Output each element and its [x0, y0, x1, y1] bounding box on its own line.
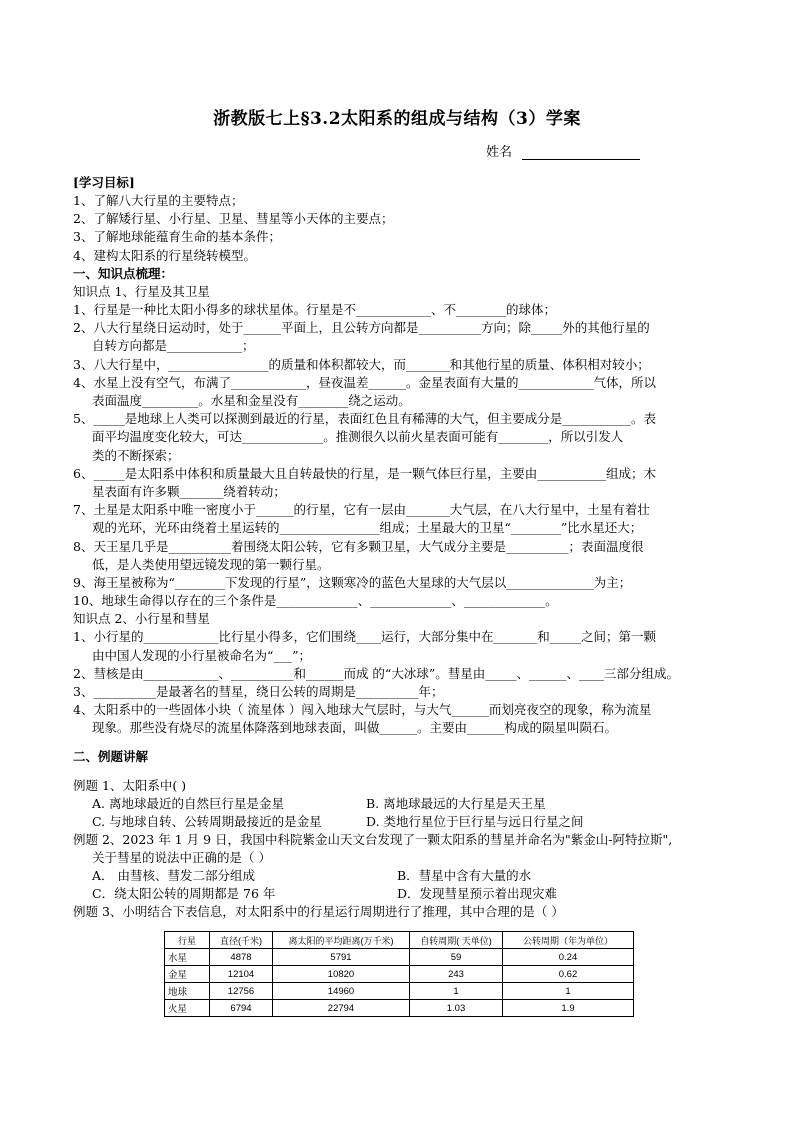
- text-line: 星表面有许多颗_______绕着转动；: [92, 484, 286, 499]
- text-line: 3、八大行星中，________________的质量和体积都较大，而_______和其他行星的质量、体积相对较小；: [73, 357, 650, 372]
- text-line: 6、_____是太阳系中体积和质量最大且自转最快的行星，是一颗气体巨行星，主要由___________组成；木: [73, 466, 656, 481]
- table-header: 自转周期( 天单位): [410, 932, 503, 949]
- table-cell: 1: [410, 983, 503, 1000]
- text-line: 2、八大行星绕日运动时，处于______平面上，且公转方向都是__________方向；除_____外的其他行星的: [73, 320, 650, 335]
- table-cell: 火星: [165, 1000, 210, 1017]
- text-line: B. 离地球最远的大行星是天王星: [366, 796, 546, 811]
- text-line: 例题 1、太阳系中( ): [73, 778, 187, 793]
- table-cell: 5791: [273, 949, 410, 966]
- table-cell: 59: [410, 949, 503, 966]
- text-line: 4、建构太阳系的行星绕转模型。: [73, 248, 256, 263]
- table-header-row: [165, 932, 634, 949]
- table-cell: 1.9: [503, 1000, 634, 1017]
- table-cell: 14960: [273, 983, 410, 1000]
- text-line: 面平均温度变化较大，可达_____________。推测很久以前火星表面可能有________，所以引发人: [92, 429, 624, 444]
- text-line: 现象。那些没有烧尽的流星体降落到地球表面，叫做______。主要由______构成的陨星叫陨石。: [92, 720, 618, 735]
- text-line: 3、__________是最著名的彗星，绕日公转的周期是__________年；: [73, 684, 444, 699]
- text-line: 3、了解地球能蕴育生命的基本条件；: [73, 229, 281, 244]
- table-header: 行星: [165, 932, 210, 949]
- table-cell: 4878: [210, 949, 273, 966]
- text-line: 4、水星上没有空气，布满了____________，昼夜温差______。金星表面有大量的____________气体，所以: [73, 375, 656, 390]
- text-line: 1、了解八大行星的主要特点；: [73, 193, 244, 208]
- table-header: 离太阳的平均距离(万千米): [273, 932, 410, 949]
- text-line: D. 类地行星位于巨行星与远日行星之间: [366, 814, 584, 829]
- name-label: 姓名: [486, 145, 513, 160]
- planet-table: [164, 931, 634, 1017]
- table-row: [165, 983, 634, 1000]
- table-cell: 地球: [165, 983, 210, 1000]
- table-row: [165, 949, 634, 966]
- text-line: 例题 2、2023 年 1 月 9 日，我国中科院紫金山天文台发现了一颗太阳系的彗星并命名为"紫金山-阿特拉斯",: [73, 832, 673, 847]
- text-line: 1、行星是一种比太阳小得多的球状星体。行星是不____________、不________的球体；: [73, 302, 556, 317]
- text-line: 10、地球生命得以存在的三个条件是_____________、_____________、_____________。: [73, 593, 558, 608]
- text-line: 4、太阳系中的一些固体小块（ 流星体 ）闯入地球大气层时，与大气______而划亮夜空的现象，称为流星: [73, 702, 652, 717]
- name-blank-line[interactable]: [522, 147, 640, 160]
- text-line: [学习目标]: [73, 175, 135, 190]
- table-cell: 0.62: [503, 966, 634, 983]
- table-cell: 243: [410, 966, 503, 983]
- table-cell: 金星: [165, 966, 210, 983]
- text-line: 例题 3、小明结合下表信息，对太阳系中的行星运行周期进行了推理，其中合理的是（ ）: [73, 904, 564, 919]
- table-cell: 6794: [210, 1000, 273, 1017]
- text-line: 5、_____是地球上人类可以探测到最近的行星，表面红色且有稀薄的大气，但主要成分是___________。表: [73, 411, 656, 426]
- table-header: 直径(千米): [210, 932, 273, 949]
- text-line: 表面温度_________。水星和金星没有________绕之运动。: [92, 393, 411, 408]
- table-cell: 1: [503, 983, 634, 1000]
- table-cell: 22794: [273, 1000, 410, 1017]
- text-line: B．彗星中含有大量的水: [397, 868, 532, 883]
- text-line: 类的不断探索；: [92, 448, 180, 463]
- text-line: 2、了解矮行星、小行星、卫星、彗星等小天体的主要点；: [73, 211, 394, 226]
- text-line: C. 与地球自转、公转周期最接近的是金星: [92, 814, 322, 829]
- table-cell: 0.24: [503, 949, 634, 966]
- table-cell: 1.03: [410, 1000, 503, 1017]
- text-line: D．发现彗星预示着出现灾难: [397, 886, 558, 901]
- text-line: C．绕太阳公转的周期都是 76 年: [92, 886, 276, 901]
- table-cell: 12104: [210, 966, 273, 983]
- text-line: 观的光环，光环由绕着土星运转的________________组成；土星最大的卫星“________”比水星还大；: [92, 520, 643, 535]
- text-line: 8、天王星几乎是__________着围绕太阳公转，它有多颗卫星，大气成分主要是__________；表面温度很: [73, 539, 644, 554]
- text-line: 低，是人类使用望远镜发现的第一颗行星。: [92, 557, 330, 572]
- table-cell: 水星: [165, 949, 210, 966]
- table-header: 公转周期（年为单位）: [503, 932, 634, 949]
- text-line: 知识点 2、小行星和彗星: [73, 611, 210, 626]
- text-line: 1、小行星的____________比行星小得多，它们围绕____运行，大部分集中在_______和_____之间；第一颗: [73, 629, 656, 644]
- text-line: A． 由彗核、彗发二部分组成: [92, 868, 256, 883]
- table-row: [165, 966, 634, 983]
- text-line: 关于彗星的说法中正确的是（ ）: [92, 850, 271, 865]
- table-cell: 10820: [273, 966, 410, 983]
- page-title: 浙教版七上§3.2太阳系的组成与结构（3）学案: [213, 109, 581, 129]
- name-field[interactable]: [486, 141, 640, 160]
- text-line: 知识点 1、行星及其卫星: [73, 284, 210, 299]
- text-line: 一、知识点梳理：: [73, 266, 174, 281]
- text-line: 7、土星是太阳系中唯一密度小于______的行星，它有一层由_______大气层，在八大行星中，土星有着壮: [73, 502, 650, 517]
- text-line: 自转方向都是____________；: [92, 338, 255, 353]
- table-cell: 12756: [210, 983, 273, 1000]
- text-line: A. 离地球最近的自然巨行星是金星: [92, 796, 284, 811]
- table-row: [165, 1000, 634, 1017]
- text-line: 9、海王星被称为“________下发现的行星”，这颗寒冷的蓝色大星球的大气层以______________为主；: [73, 575, 632, 590]
- text-line: 由中国人发现的小行星被命名为“___”；: [92, 648, 312, 663]
- text-line: 二、例题讲解: [73, 749, 149, 764]
- text-line: 2、彗核是由____________、__________和______而成 的“大冰球”。彗星由_____、______、____三部分组成。: [73, 666, 679, 681]
